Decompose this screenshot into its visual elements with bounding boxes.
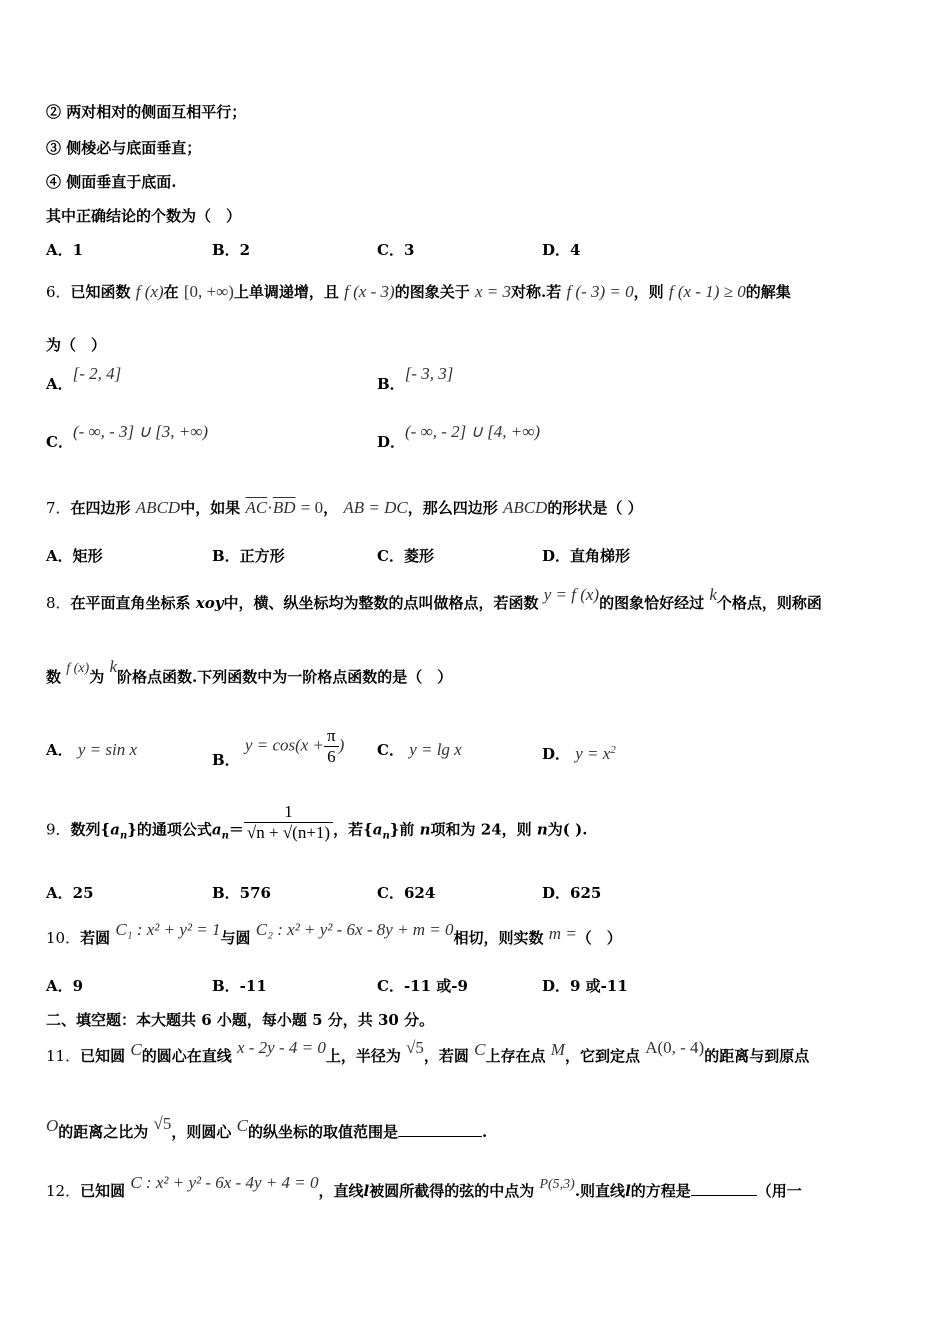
q7-option-b: B．正方形 [212,547,285,565]
q6-option-d: D．(- ∞, - 2] ∪ [4, +∞) [377,422,541,451]
q9-option-a: A．25 [46,884,94,902]
q6-stem-cont: 为（ ） [46,336,107,354]
q11-stem-cont: O的距离之比为 √5，则圆心 C的纵坐标的取值范围是 . [46,1114,488,1141]
q9-option-c: C．624 [377,884,436,902]
q8-stem: 8．在平面直角坐标系 xoy中，横、纵坐标均为整数的点叫做格点，若函数 y = f (x)的图象恰好经过 k个格点，则称函 [46,585,822,612]
q7-stem: 7．在四边形 ABCD中，如果 $\overline{AC}\cdot\overline{BD} = 0$， AB = DC，那么四边形 ABCD的形状是（ ） [46,498,643,517]
q9-option-b: B．576 [212,884,271,902]
q6-option-b: B．[- 3, 3] [377,364,454,393]
q6-option-c: C．(- ∞, - 3] ∪ [3, +∞) [46,422,208,451]
q12-stem: 12．已知圆 C : x² + y² - 6x - 4y + 4 = 0，直线l被圆所截得的弦的中点为 P(5,3).则直线l的方程是 （用一 [46,1173,802,1200]
q5-option-a: A．1 [46,241,84,259]
q5-option-c: C．3 [377,241,415,259]
q11-answer-blank[interactable] [398,1122,482,1137]
q10-option-b: B．-11 [212,977,267,995]
q10-stem: 10．若圆 C₁ : x² + y² = 1与圆 C₂ : x² + y² - 6x - 8y + m = 0相切，则实数 m =（ ） [46,920,622,947]
q9-option-d: D．625 [542,884,602,902]
q5-stem: 其中正确结论的个数为（ ） [46,207,242,225]
q11-stem: 11．已知圆 C的圆心在直线 x - 2y - 4 = 0上，半径为 √5，若圆 C上存在点 M，它到定点 A(0, - 4)的距离与到原点 [46,1038,810,1065]
q9-stem: 9．数列$\{a_n\}$的通项公式$a_n=$ $\frac{1}{√n + √(n+1)}$ ，若$\{a_n\}$前 n项和为 24，则 n为( ). [46,802,588,842]
q12-answer-blank[interactable] [691,1181,757,1196]
q10-option-a: A．9 [46,977,84,995]
q7-option-c: C．菱形 [377,547,434,565]
q7-option-a: A．矩形 [46,547,103,565]
statement-4: ④ 侧面垂直于底面. [46,173,177,191]
statement-2: ② 两对相对的侧面互相平行； [46,103,247,121]
q7-option-d: D．直角梯形 [542,547,631,565]
q6-stem: 6．已知函数 f (x)在 [0, +∞)上单调递增，且 f (x - 3)的图象关于 x = 3对称.若 f (- 3) = 0，则 f (x - 1) ≥ 0的解集 [46,282,791,301]
q8-option-c: C． y = lg x [377,740,462,759]
q8-stem-cont: 数 f (x)为 k阶格点函数.下列函数中为一阶格点函数的是（ ） [46,657,453,686]
q8-option-a: A． y = sin x [46,740,138,759]
q5-option-b: B．2 [212,241,251,259]
section-heading: 二、填空题：本大题共 6 小题，每小题 5 分，共 30 分。 [46,1011,435,1029]
q6-option-a: A．[- 2, 4] [46,364,122,393]
statement-3: ③ 侧棱必与底面垂直； [46,139,202,157]
q8-option-b: B． y = cos(x + $\frac{\pi}{6}$ ) [212,726,345,769]
q10-option-c: C．-11 或-9 [377,977,468,995]
q10-option-d: D．9 或-11 [542,977,628,995]
q5-option-d: D．4 [542,241,581,259]
q8-option-d: D． $y = x^2$ [542,744,616,763]
